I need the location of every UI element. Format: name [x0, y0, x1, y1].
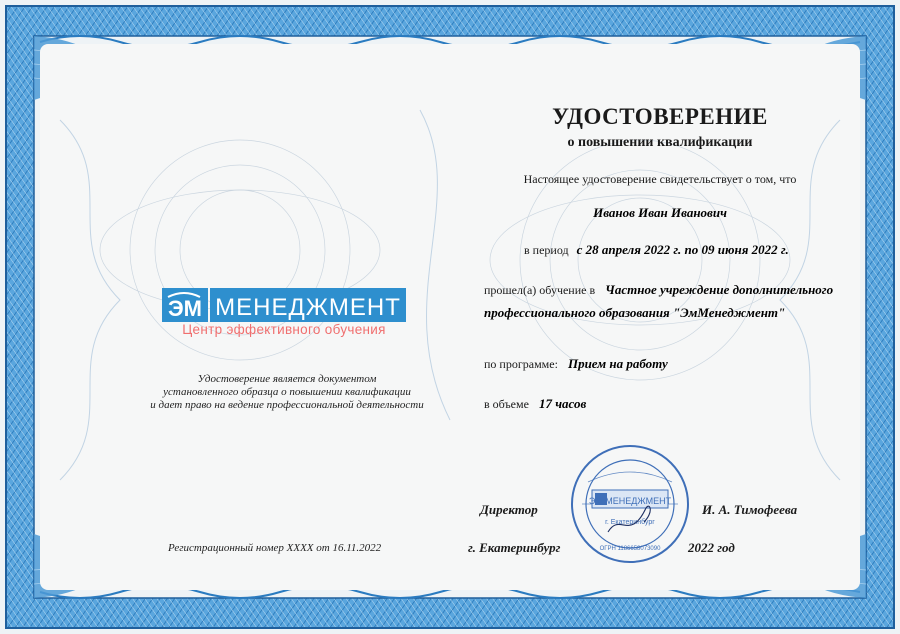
notice-line-1: Удостоверение является документом	[197, 373, 377, 385]
stamp-city: г. Екатеринбург	[605, 519, 655, 526]
document-title: УДОСТОВЕРЕНИЕ	[552, 104, 768, 129]
program-label: по программе:	[484, 357, 558, 371]
program-value: Прием на работу	[567, 356, 668, 371]
company-logo	[162, 287, 406, 325]
volume-row	[484, 395, 586, 413]
svg-text:МЕНЕДЖМЕНТ: МЕНЕДЖМЕНТ	[215, 294, 401, 321]
svg-text:ЭМ: ЭМ	[168, 296, 202, 321]
director-label: Директор	[480, 502, 538, 517]
institution-line-2: профессионального образования "ЭмМенеджмент"	[484, 305, 786, 320]
training-label: прошел(а) обучение в	[484, 283, 596, 297]
city-label: г. Екатеринбург	[468, 540, 561, 555]
notice-line-3: и дает право на ведение профессиональной деятельности	[150, 399, 424, 411]
notice-text	[128, 373, 446, 412]
period-label: в период	[524, 243, 569, 257]
institution-line-1: Частное учреждение дополнительного	[605, 282, 834, 297]
stamp-ogrn: ОГРН 1186658073090	[599, 546, 661, 552]
logo-caption: Центр эффективного обучения	[182, 322, 386, 337]
intro-text: Настоящее удостоверение свидетельствует о том, что	[523, 172, 797, 186]
volume-value: 17 часов	[538, 396, 587, 411]
director-name: И. А. Тимофеева	[702, 502, 798, 517]
document-subtitle: о повышении квалификации	[567, 135, 753, 150]
period-row	[524, 241, 789, 259]
institution-row	[484, 281, 833, 299]
stamp-logo-text: ЭМ МЕНЕДЖМЕНТ	[588, 496, 672, 506]
program-row	[484, 355, 668, 373]
registration-number: Регистрационный номер ХХХХ от 16.11.2022	[168, 542, 382, 554]
holder-name: Иванов Иван Иванович	[593, 205, 727, 220]
notice-line-2: установленного образца о повышении квалификации	[163, 386, 411, 398]
year-label: 2022 год	[688, 540, 735, 555]
period-value: с 28 апреля 2022 г. по 09 июня 2022 г.	[576, 242, 789, 257]
volume-label: в объеме	[484, 397, 529, 411]
logo-graphic	[162, 287, 406, 325]
official-stamp	[568, 442, 692, 566]
